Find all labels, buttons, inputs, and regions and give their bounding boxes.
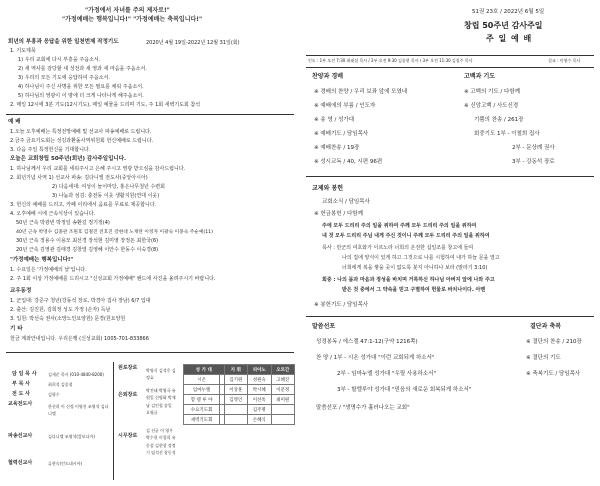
table-cell: 이상훈 <box>224 385 247 395</box>
elder-role: 시무장로 <box>118 433 138 439</box>
page-subtitle: 주 일 예 배 <box>486 34 533 43</box>
table-cell: 고혜진 <box>271 375 295 385</box>
prayer-item: 2) 새 역사를 감당할 새 성전과 새 영과 새 마음을 주옵소서. <box>18 66 147 72</box>
anniversary-line: 50년 근속 박광빈 박정일 송환길 정기정(4) <box>16 220 110 226</box>
table-row <box>184 405 295 415</box>
staff-role: 파송선교사 <box>8 433 33 439</box>
section-offering: 교제와 봉헌 <box>312 185 344 192</box>
table-header: 오르간 <box>271 365 295 375</box>
table-row <box>184 415 295 425</box>
anniversary-line: 2) 다음세대: 여성이 놀이마당, 홍은나무청년 수련회 <box>52 184 165 190</box>
table-header: 피아노 <box>248 365 271 375</box>
divider <box>306 176 594 177</box>
section-sermon: 말씀선포 <box>312 323 336 330</box>
anniversary-heading: 오늘은 교회창립 50주년(회년) 감사주일입니다. <box>10 156 127 162</box>
praise-item: ※ 예배기도 / 담임목사 <box>314 131 369 137</box>
section-blessing: 결단과 축복 <box>530 323 562 330</box>
offering-reading: 목사 : 만군의 여호와가 이르노라 너희의 온전한 십일조를 창고에 들여 <box>322 245 474 251</box>
table-cell: 성원숙 <box>248 375 271 385</box>
staff-name: 최희석 김종철 <box>48 381 73 387</box>
confession-item: ※ 신앙고백 / 사도신경 <box>464 103 519 109</box>
staff-name: 김세준 목사 (010-4840-8200) <box>48 371 104 377</box>
members-line: 2. 출산: 김진원, 김희정 성도 가정 (손자) 득남 <box>10 307 111 313</box>
blessing-item: ※ 결단의 찬송 / 210장 <box>526 339 582 345</box>
blessing-item: ※ 결단의 기도 <box>526 355 561 361</box>
staff-role: 협력선교사 <box>8 460 33 466</box>
divider <box>306 55 594 56</box>
divider <box>6 352 294 353</box>
table-cell: 최미원 <box>271 395 295 405</box>
divider <box>6 114 294 115</box>
praise-item: ※ 성시교독 / 40, 시편 96편 <box>314 159 383 165</box>
staff-name: 류현숙(인도네시아) <box>48 460 83 466</box>
table-row <box>184 385 295 395</box>
section-praise: 찬양과 경배 <box>312 73 344 80</box>
page-title: 창립 50주년 감사주일 <box>464 21 543 30</box>
elder-names: 박영식 김석웅 김정효 <box>146 367 176 381</box>
offering-reading: 너희에게 복을 쌓을 곳이 없도록 붓지 아니하나 보라 (말라기 3:10) <box>342 265 488 271</box>
worship-heading: 예 배 <box>8 119 21 125</box>
sermon-title: 말씀선포 / "생명수가 흘러나오는 교회" <box>316 405 410 411</box>
issue-info: 51권 23호 / 2022년 6월 5일 <box>472 9 545 15</box>
notice-item: 3. 다음 주일 특정헌신을 기대합니다. <box>10 147 91 153</box>
motto-line-2: "가정예배는 행복입니다!" "가정예배는 축복입니다!" <box>62 16 203 23</box>
table-cell <box>224 405 247 415</box>
notice-item: 2.금주 금요기도회는 성김과환돌사역위원회 헌신예배로 드립니다. <box>10 138 154 144</box>
staff-role: 전 도 사 <box>12 391 30 397</box>
table-header: 지 휘 <box>224 365 247 375</box>
family-worship-line: 1. 수요일은 '가정예배의 날'입니다. <box>10 267 87 273</box>
confession-item: 3부 - 강동석 장로 <box>512 159 555 165</box>
confession-item: 회중기도 1부 - 이철희 집사 <box>474 131 540 137</box>
prayer-item: 4) 하나님이 주신 사명을 위한 모든 필요를 채워 주옵소서. <box>18 84 144 90</box>
preacher: 설교 : 이영수 목사 <box>548 58 581 63</box>
anniversary-line: 40년 근속 박영수 김종관 조원호 김철진 전호진 강현대 노재란 이정자 이광숙 이몽숙 주순예(11) <box>16 229 214 235</box>
confession-item: ※ 고백의 기도 / 다함께 <box>464 89 520 95</box>
staff-role: 담 임 목 사 <box>12 371 37 377</box>
confession-item: 2부 - 문상례 권사 <box>512 145 555 151</box>
section-confession: 고백과 기도 <box>464 73 496 80</box>
anniversary-line: 2. 회년기념 사역 1) 선교사 파송: 김다니엘 전도사(중앙아시아) <box>10 175 148 181</box>
table-row <box>184 375 295 385</box>
table-cell: 손혜식 <box>248 415 271 425</box>
account-info: 헌금 계좌안내입니다. 우리은행 (신성교회) 1005-701-833866 <box>10 336 149 342</box>
table-cell: 이문정 <box>271 385 295 395</box>
divider <box>306 67 594 68</box>
sermon-item: 성경봉독 / 에스겔 47:1-12(구약 1216쪽) <box>316 339 418 345</box>
table-cell: 새벽기도회 <box>184 415 220 425</box>
offering-hymn: 주에 모두 드리리 주의 일을 위하여 주께 모두 드리리 주의 일을 위하여 <box>322 223 477 229</box>
family-worship-line: 2. 주 1회 이상 가정예배를 드리시고 "신성교회 가정예배" 밴드에 사진을 올려주시기 바랍니다. <box>10 276 216 282</box>
blessing-item: ※ 축복기도 / 담임목사 <box>526 371 581 377</box>
anniversary-line: 1. 하나님께서 우리 교회를 세워주시고 은혜 주시고 영광 받으심을 감사드립니다. <box>10 166 186 172</box>
table-cell <box>271 415 295 425</box>
table-header-row <box>184 365 295 375</box>
praise-item: ※ 경배의 찬양 / 우리 보좌 앞에 모였네 <box>314 89 408 95</box>
members-heading: 교우동정 <box>10 288 32 294</box>
offering-response: 회중 : 나의 몸과 마음과 정성을 바치며 거룩하신 하나님 아버지 앞에 나와 주고 <box>322 277 495 283</box>
anniversary-line: 4. 오후예배 시에 근속식상이 있습니다. <box>10 211 96 217</box>
elder-names: 김 선균 이 영우 박수헌 이창희 유동섭 김현장 장정기 임석선 장동석 <box>146 427 176 456</box>
praise-item: ※ 송 영 / 성가대 <box>314 117 355 123</box>
offering-response: 받은 것 중에서 그 약속을 믿고 구별하여 헌물로 바치나이다. 아멘 <box>342 287 486 293</box>
sermon-item: 3부 - 할렐루야 성가대 "믿음의 새로운 회복되게 하소서" <box>337 387 472 393</box>
anniversary-line: 30년 근속 정용수 이용모 최선경 장석현 김미영 장정돈 최한국(6) <box>16 238 159 244</box>
table-cell: 시온 <box>184 375 220 385</box>
elder-names: 박진태 박영국 유원일 신명화 박재남 김인철 송일 오영균 <box>146 387 176 416</box>
anniversary-line: 20년 근속 김영관 김태경 김창열 김영혜 이안수 한동수 이숙경(8) <box>16 247 159 253</box>
table-row <box>184 395 295 405</box>
table-header: 성 가 대 <box>184 365 225 375</box>
revival-title: 회년의 부흥과 응답을 위한 일천번제 작정기도 <box>8 39 119 45</box>
staff-role: 교육전도사 <box>8 401 33 407</box>
staff-role: 부 목 사 <box>12 381 30 387</box>
praise-item: ※ 예배에의 부름 / 인도자 <box>314 103 376 109</box>
offering-prayer: ※ 봉헌기도 / 담임목사 <box>314 302 369 308</box>
table-cell <box>271 405 295 415</box>
table-cell: 김주명 <box>248 405 271 415</box>
confession-item: 기쁨의 찬송 / 261장 <box>474 117 524 123</box>
members-line: 1. 군입대: 강준구 청년(강동석 장로, 박경아 집사 장남) 6/7 입대 <box>10 298 151 304</box>
table-cell: 박시혜 <box>248 385 271 395</box>
table-cell <box>224 415 247 425</box>
prayer-item: 1) 우리 교회에 다시 부흥을 주옵소서. <box>18 57 101 63</box>
members-line: 3. 입원: 박선숙 권사(소망노인요양원) 문경(원요양원 <box>10 316 126 322</box>
staff-name: 김다니엘 조영석(캄보디아) <box>48 433 95 439</box>
anniversary-line: 3. 헌신의 예배를 드리고, 카페 이리에서 음료를 무료로 제공합니다. <box>10 202 157 208</box>
elder-role: 은퇴장로 <box>118 392 138 398</box>
prayer-item: 3) 우리의 모든 기도에 응답하여 주옵소서. <box>18 75 110 81</box>
divider <box>113 362 114 480</box>
revival-period: 2020년 4월 19일-2022년 12월 31일(회) <box>146 39 240 46</box>
offering-item: ※ 헌금봉헌 / 다함께 <box>314 211 363 217</box>
offering-item: 교회소식 / 담임목사 <box>322 199 370 205</box>
right-page <box>300 0 600 486</box>
divider <box>306 316 594 317</box>
table-cell: 김영인 <box>224 395 247 405</box>
staff-name: 한선희 이 신정 이영진 조영석 김다니엘 <box>48 403 109 417</box>
table-cell: 수요기도회 <box>184 405 220 415</box>
choir-table <box>183 364 295 425</box>
offering-hymn: 내 것 모두 드리리 주님 내게 주신 것이니 주께 모두 드리리 주의 일을 위하여 <box>322 233 490 239</box>
sermon-item: 찬 양 / 1부 - 시온 성가대 "이런 교회되게 하소서" <box>316 355 435 361</box>
table-cell: 할 렐 루 야 <box>184 395 220 405</box>
staff-name: 김형수 <box>48 391 60 397</box>
anniversary-line: 3) 나눔과 섬김: 충전동 이웃 생활지원(연대 이웃) <box>52 193 160 199</box>
family-worship-heading: "가정예배는 행복입니다!" <box>10 257 74 263</box>
table-cell: 임마누엘 <box>184 385 220 395</box>
motto-line-1: "가정에서 자녀를 주의 제자로!" <box>85 7 170 14</box>
sermon-item: 2부 - 임마누엘 성가대 "우릴 사용하소서" <box>337 371 436 377</box>
notice-item: 1.오늘 오후예배는 특정전망예배 및 선교사 파송예배로 드립니다. <box>10 129 152 135</box>
prayer-heading: 1. 기도제목 <box>10 48 36 54</box>
table-cell: 김기원 <box>224 375 247 385</box>
offering-reading: 나의 집에 양식이 있게 하고 그것으로 나를 시험하여 내가 하늘 문을 열고 <box>342 255 500 261</box>
prayer-note: 2. 매일 12시에 3분 기도(12시기도), 매일 예물을 드리며 기도, 주 1회 새벽기도회 참석 <box>10 102 201 108</box>
praise-item: ※ 예배찬송 / 19장 <box>314 145 360 151</box>
service-schedule: 인도 : 1부 오전 7:30 최태섭 목사 / 2부 오전 9:30 김종현 목사 / 3부 오전 11:30 김철주 목사 <box>308 58 473 63</box>
table-cell: 이선옥 <box>248 395 271 405</box>
other-heading: 기 타 <box>10 326 23 332</box>
elder-role: 원로장로 <box>118 365 138 371</box>
prayer-item: 5) 하나님의 영광이 이 땅에 더 크게 나타나게 해주옵소서. <box>18 93 144 99</box>
